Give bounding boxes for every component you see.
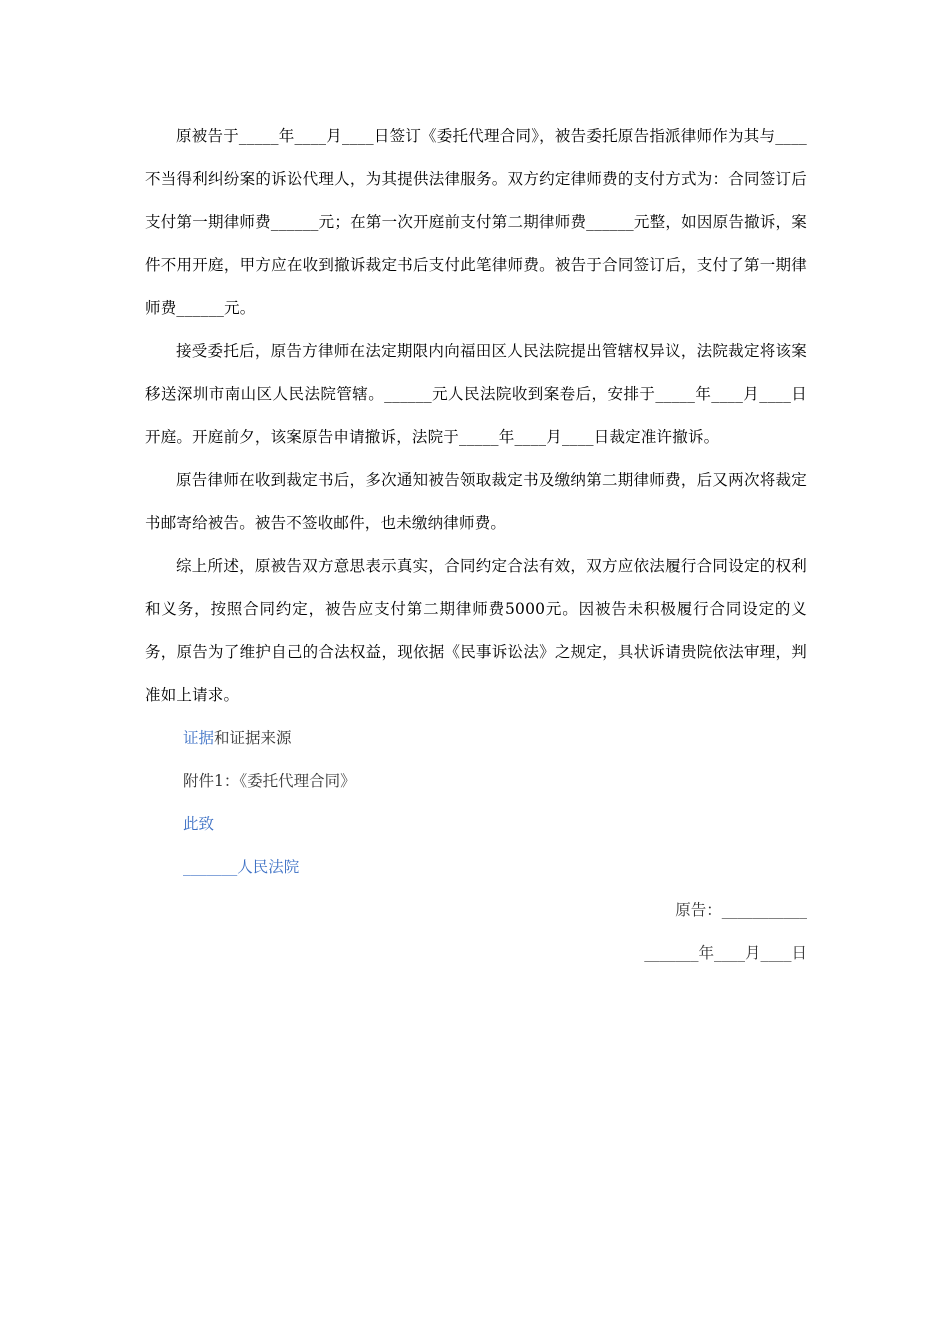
evidence-source-text: 和证据来源 — [214, 729, 292, 747]
paragraph-conclusion: 综上所述，原被告双方意思表示真实，合同约定合法有效，双方应依法履行合同设定的权利和义务，按照合同约定，被告应支付第二期律师费5000元。因被告未积极履行合同设定的义务，原告为了维护自己的合法权益，现依据《民事诉讼法》之规定，具状诉请贵院依法审理，判准如上请求。 — [145, 557, 807, 704]
date-line: _______年____月____日 — [644, 944, 807, 962]
salutation-link[interactable]: 此致 — [183, 815, 215, 833]
evidence-link[interactable]: 证据 — [183, 729, 215, 747]
attachment-line: 附件1：《委托代理合同》 — [183, 772, 356, 790]
paragraph-notification: 原告律师在收到裁定书后，多次通知被告领取裁定书及缴纳第二期律师费，后又两次将裁定书邮寄给被告。被告不签收邮件，也未缴纳律师费。 — [145, 471, 807, 532]
paragraph-contract: 原被告于_____年____月____日签订《委托代理合同》，被告委托原告指派律师作为其与____不当得利纠纷案的诉讼代理人，为其提供法律服务。双方约定律师费的支付方式为：合同签订后支付第一期律师费______元；在第一次开庭前支付第二期律师费______元整，如因原告撤诉，案件不用开庭，甲方应在收到撤诉裁定书后支付此笔律师费。被告于合同签订后，支付了第一期律师费______元。 — [145, 127, 807, 317]
evidence-line — [145, 717, 807, 760]
court-link[interactable]: _______人民法院 — [183, 858, 300, 876]
paragraph-proceedings: 接受委托后，原告方律师在法定期限内向福田区人民法院提出管辖权异议，法院裁定将该案移送深圳市南山区人民法院管辖。______元人民法院收到案卷后，安排于_____年____月____日开庭。开庭前夕，该案原告申请撤诉，法院于_____年____月____日裁定准许撤诉。 — [145, 342, 807, 446]
plaintiff-signature: 原告：___________ — [675, 901, 807, 919]
document-body — [145, 115, 807, 975]
